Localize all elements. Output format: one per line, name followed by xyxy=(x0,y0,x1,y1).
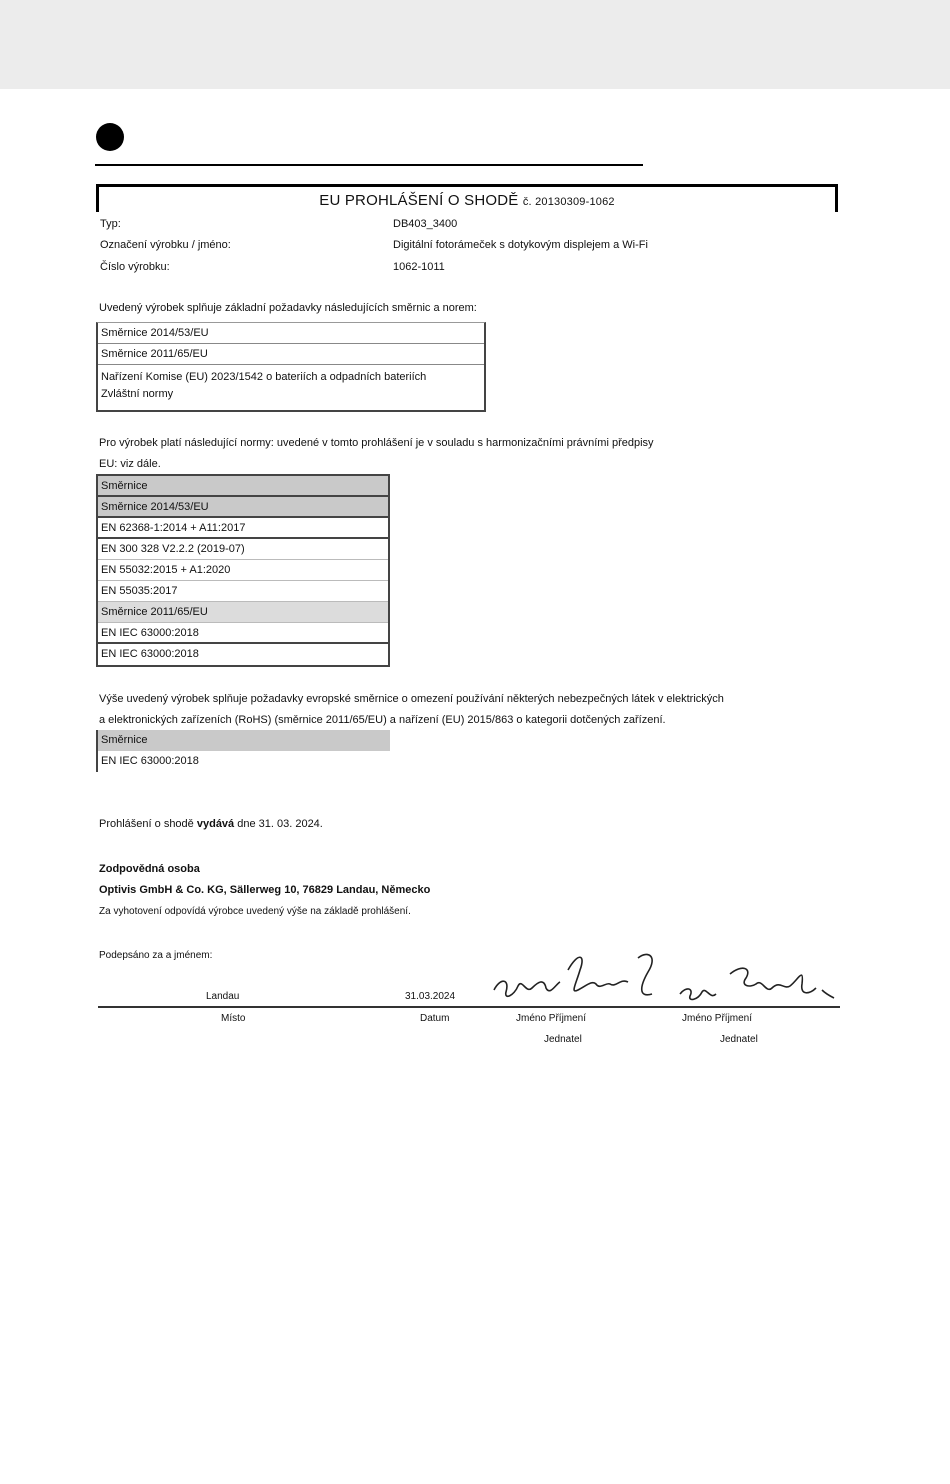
standards-row: EN IEC 63000:2018 xyxy=(98,623,388,644)
title-number: č. 20130309-1062 xyxy=(522,196,615,208)
sign-person-2-name: Jméno Příjmení xyxy=(682,1013,753,1024)
info-value-number: 1062-1011 xyxy=(393,261,445,273)
paragraph-2-line-1: Pro výrobek platí následující normy: uvedené v tomto prohlášení je v souladu s harmonizačními právními předpisy xyxy=(99,437,654,449)
directive-row: Směrnice 2011/65/EU xyxy=(98,344,484,365)
issued-statement xyxy=(99,818,323,830)
standards-row: EN 300 328 V2.2.2 (2019-07) xyxy=(98,539,388,560)
sign-person-2-title: Jednatel xyxy=(720,1034,758,1045)
standards-row: EN 62368-1:2014 + A11:2017 xyxy=(98,518,388,539)
standards-row: Směrnice 2011/65/EU xyxy=(98,602,388,623)
sign-date-label: Datum xyxy=(420,1013,450,1024)
directive-special-norms: Zvláštní normy xyxy=(101,388,174,400)
manufacturer-note: Za vyhotovení odpovídá výrobce uvedený výše na základě prohlášení. xyxy=(99,906,411,917)
info-value-type: DB403_3400 xyxy=(393,218,458,230)
paragraph-3 xyxy=(99,689,839,731)
issued-bold: vydává xyxy=(196,818,235,830)
title-main: EU PROHLÁŠENÍ O SHODĚ xyxy=(319,192,519,209)
document-title-box xyxy=(96,184,838,212)
paragraph-1: Uvedený výrobek splňuje základní požadavky následujících směrnic a norem: xyxy=(99,302,477,314)
paragraph-3-line-1: Výše uvedený výrobek splňuje požadavky evropské směrnice o omezení používání některých nebezpečných látek v elektrických xyxy=(99,693,724,705)
sign-person-1-title: Jednatel xyxy=(544,1034,582,1045)
rohs-row: EN IEC 63000:2018 xyxy=(101,755,199,767)
signature-line xyxy=(98,1006,840,1008)
paragraph-3-line-2: a elektronických zařízeních (RoHS) (směrnice 2011/65/EU) a nařízení (EU) 2015/863 o kategorii dotčených zařízení. xyxy=(99,714,666,726)
standards-row: Směrnice xyxy=(98,476,388,497)
directive-battery-text: Nařízení Komise (EU) 2023/1542 o bateriích a odpadních bateriích xyxy=(101,371,427,383)
rohs-row: Směrnice xyxy=(98,730,390,751)
sign-caption: Podepsáno za a jménem: xyxy=(99,950,213,961)
info-label-product: Označení výrobku / jméno: xyxy=(100,239,231,251)
document-title xyxy=(99,192,835,209)
standards-row: EN 55032:2015 + A1:2020 xyxy=(98,560,388,581)
issued-suffix: dne 31. 03. 2024. xyxy=(234,818,323,830)
sign-date-value: 31.03.2024 xyxy=(405,991,456,1002)
paragraph-2-line-2: EU: viz dále. xyxy=(99,458,161,470)
top-gray-band xyxy=(0,0,950,89)
info-value-product: Digitální fotorámeček s dotykovým displejem a Wi-Fi xyxy=(393,239,648,251)
paragraph-2 xyxy=(99,433,839,475)
issued-prefix: Prohlášení o shodě xyxy=(99,818,194,830)
rohs-table xyxy=(96,730,390,772)
sign-place-value: Landau xyxy=(206,991,240,1002)
directive-row-battery xyxy=(98,365,484,411)
signature-2-image xyxy=(676,960,836,1008)
section-bullet-icon xyxy=(96,123,124,151)
standards-row: EN 55035:2017 xyxy=(98,581,388,602)
directive-table xyxy=(96,322,486,412)
signature-1-image xyxy=(488,948,664,1008)
sign-person-1-name: Jméno Příjmení xyxy=(516,1013,587,1024)
manufacturer-label: Zodpovědná osoba xyxy=(99,863,200,875)
info-label-number: Číslo výrobku: xyxy=(100,261,170,273)
info-label-type: Typ: xyxy=(100,218,121,230)
section-divider xyxy=(95,164,643,166)
standards-row: EN IEC 63000:2018 xyxy=(101,648,199,660)
sign-place-label: Místo xyxy=(221,1013,246,1024)
directive-row: Směrnice 2014/53/EU xyxy=(98,323,484,344)
manufacturer-name: Optivis GmbH & Co. KG, Sällerweg 10, 76829 Landau, Německo xyxy=(99,884,431,896)
standards-row: Směrnice 2014/53/EU xyxy=(98,497,388,518)
standards-table xyxy=(96,474,390,667)
